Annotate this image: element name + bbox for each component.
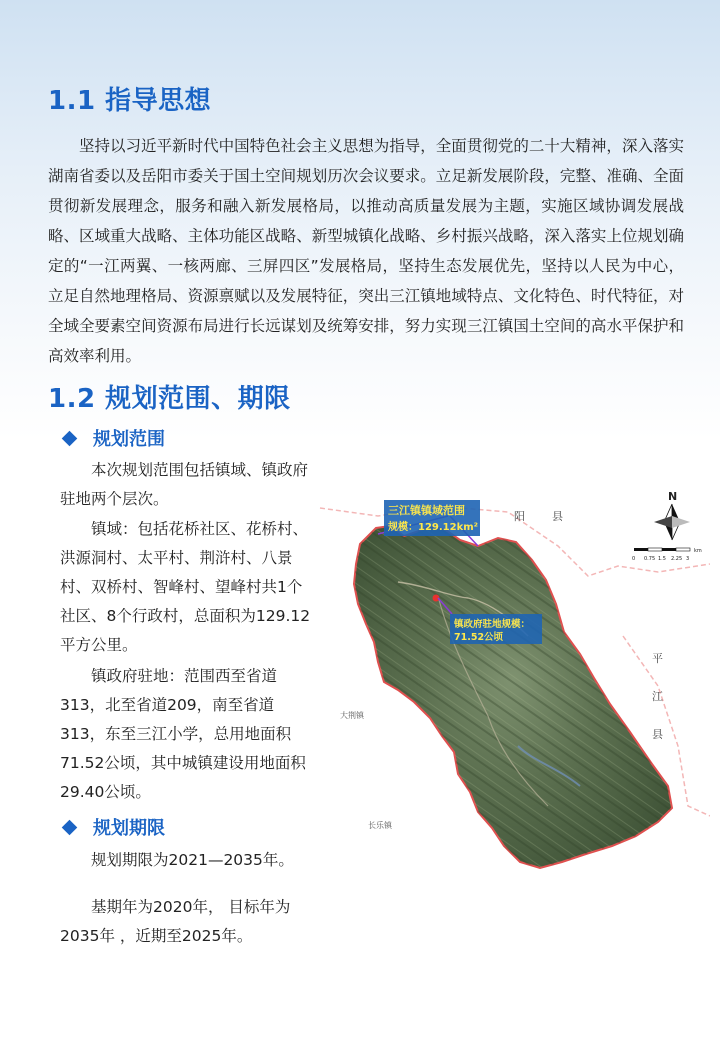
label-dajing: 大荆镇 [340, 711, 364, 720]
label-jiang: 江 [652, 690, 663, 703]
guiding-thought-paragraph: 坚持以习近平新时代中国特色社会主义思想为指导，全面贯彻党的二十大精神，深入落实湖南省委以及岳阳市委关于国土空间规划历次会议要求。立足新发展阶段，完整、准确、全面贯彻新发展理念，服务和融入新发展格局，以推动高质量发展为主题，实施区域协调发展战略、区域重大战略、主体功能区战略、新型城镇化战略、乡村振兴战略，深入落实上位规划确定的“一江两翼、一核两廊、三屏四区”发展格局，坚持生态发展优先，坚持以人民为中心，立足自然地理格局、资源禀赋以及发展特征，突出三江镇地域特点、文化特色、时代特征，对全域全要素空间资源布局进行长远谋划及统筹安排，努力实现三江镇国土空间的高水平保护和高效率利用。 [48, 137, 684, 365]
period-paragraph-1: 规划期限为2021—2035年。 [91, 851, 294, 869]
subheading-period [64, 814, 165, 840]
svg-text:1.5: 1.5 [658, 556, 666, 562]
svg-text:3: 3 [686, 556, 690, 562]
label-yang: 阳 [514, 510, 525, 523]
label-changle: 长乐镇 [368, 821, 392, 830]
subheading-period-label: 规划期限 [93, 818, 165, 839]
north-arrow-icon [654, 490, 690, 540]
callout-seat-value: 71.52公顷 [454, 632, 504, 643]
diamond-bullet-icon [62, 430, 78, 446]
label-county-right: 县 [652, 728, 663, 741]
diamond-bullet-icon [62, 819, 78, 835]
svg-text:0.75: 0.75 [644, 556, 656, 562]
township-boundary-map [318, 486, 710, 886]
heading-scope-period: 1.2 规划范围、期限 [48, 384, 291, 414]
label-ping: 平 [652, 652, 663, 665]
svg-text:km: km [694, 548, 702, 554]
period-paragraph-2: 基期年为2020年， 目标年为2035年 ，近期至2025年。 [60, 898, 291, 945]
subheading-scope-label: 规划范围 [93, 429, 165, 450]
svg-text:0: 0 [632, 556, 636, 562]
callout-seat-title: 镇政府驻地规模： [454, 619, 531, 630]
label-county-top: 县 [552, 510, 563, 523]
subheading-scope [64, 425, 165, 451]
scope-paragraph-2: 镇域：包括花桥社区、花桥村、洪源洞村、太平村、荆浒村、八景村、双桥村、智峰村、望峰村共1个社区、8个行政村，总面积为129.12平方公里。 [60, 520, 311, 654]
svg-text:2.25: 2.25 [671, 556, 683, 562]
scope-paragraph-1: 本次规划范围包括镇域、镇政府驻地两个层次。 [60, 461, 309, 508]
heading-guiding-thought: 1.1 指导思想 [48, 86, 212, 116]
callout-township-title: 三江镇镇域范围 [388, 504, 465, 517]
scale-bar [632, 548, 702, 562]
svg-text:N: N [668, 490, 678, 503]
callout-township-value: 规模：129.12km² [388, 522, 479, 533]
scope-paragraph-3: 镇政府驻地：范围西至省道313，北至省道209，南至省道313，东至三江小学，总用地面积71.52公顷，其中城镇建设用地面积29.40公顷。 [60, 667, 306, 801]
